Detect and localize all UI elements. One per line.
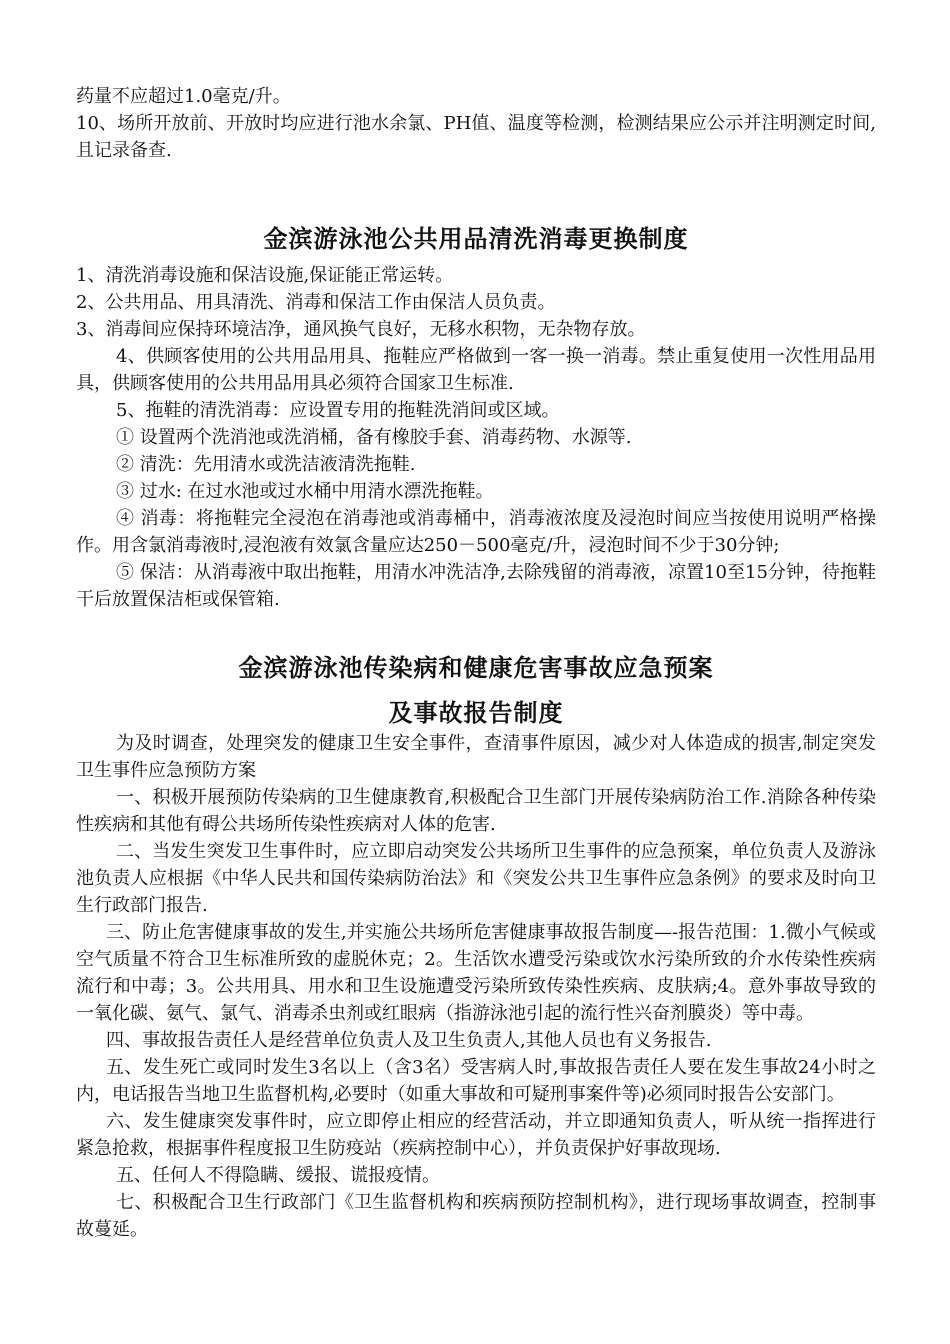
emergency-item-5: 五、发生死亡或同时发生3名以上（含3名）受害病人时,事故报告责任人要在发生事故24小时之内，电话报告当地卫生监督机构,必要时（如重大事故和可疑刑事案件等)必须同时报告公安部门。 — [76, 1057, 876, 1105]
cleaning-item-1: 1、清洗消毒设施和保洁设施,保证能正常运转。 — [76, 265, 454, 286]
prev-section-item-10: 10、场所开放前、开放时均应进行池水余氯、PH值、温度等检测，检测结果应公示并注明测定时间,且记录备查. — [76, 113, 876, 161]
spacer — [76, 613, 876, 651]
section-title-emergency-line-1: 金滨游泳池传染病和健康危害事故应急预案 — [238, 654, 714, 682]
cleaning-item-4: 4、供顾客使用的公共用品用具、拖鞋应严格做到一客一换一消毒。禁止重复使用一次性用品用具，供顾客使用的公共用品用具必须符合国家卫生标准. — [76, 346, 876, 394]
cleaning-substep-4: ④ 消毒：将拖鞋完全浸泡在消毒池或消毒桶中，消毒液浓度及浸泡时间应当按使用说明严格操作。用含氯消毒液时,浸泡液有效氯含量应达250－500毫克/升，浸泡时间不少于30分钟; — [76, 508, 876, 556]
section-title-cleaning: 金滨游泳池公共用品清洗消毒更换制度 — [263, 225, 689, 253]
emergency-item-2: 二、当发生突发卫生事件时，应立即启动突发公共场所卫生事件的应急预案，单位负责人及游泳池负责人应根据《中华人民共和国传染病防治法》和《突发公共卫生事件应急条例》的要求及时向卫生行政部门报告. — [76, 841, 876, 916]
section-title-emergency-line-2: 及事故报告制度 — [388, 699, 564, 727]
emergency-item-1: 一、积极开展预防传染病的卫生健康教育,积极配合卫生部门开展传染病防治工作.消除各种传染性疾病和其他有碍公共场所传染性疾病对人体的危害. — [76, 787, 876, 835]
spacer — [76, 164, 876, 222]
cleaning-substep-5: ⑤ 保洁：从消毒液中取出拖鞋，用清水冲洗洁净,去除残留的消毒液，凉置10至15分钟，待拖鞋干后放置保洁柜或保管箱. — [76, 562, 876, 610]
cleaning-item-3: 3、消毒间应保持环境洁净，通风换气良好，无移水积物，无杂物存放。 — [76, 319, 646, 340]
cleaning-substep-1: ① 设置两个洗消池或洗消桶，备有橡胶手套、消毒药物、水源等. — [116, 427, 632, 448]
cleaning-item-5: 5、拖鞋的清洗消毒：应设置专用的拖鞋洗消间或区域。 — [116, 400, 560, 421]
cleaning-substep-2: ② 清洗：先用清水或洗洁液清洗拖鞋. — [116, 454, 416, 475]
document-page — [76, 83, 876, 1243]
emergency-item-5b: 五、任何人不得隐瞒、缓报、谎报疫情。 — [116, 1165, 440, 1186]
emergency-item-6: 六、发生健康突发事件时，应立即停止相应的经营活动，并立即通知负责人，听从统一指挥进行紧急抢救，根据事件程度报卫生防疫站（疾病控制中心），并负责保护好事故现场. — [76, 1111, 876, 1159]
emergency-item-4: 四、事故报告责任人是经营单位负责人及卫生负责人,其他人员也有义务报告. — [106, 1030, 712, 1051]
cleaning-item-2: 2、公共用品、用具清洗、消毒和保洁工作由保洁人员负责。 — [76, 292, 556, 313]
emergency-item-7: 七、积极配合卫生行政部门《卫生监督机构和疾病预防控制机构》，进行现场事故调查，控制事故蔓延。 — [76, 1192, 876, 1240]
emergency-intro: 为及时调查，处理突发的健康卫生安全事件，查清事件原因，减少对人体造成的损害,制定突发卫生事件应急预防方案 — [76, 733, 876, 781]
prev-section-line-1: 药量不应超过1.0毫克/升。 — [76, 86, 291, 107]
emergency-item-3: 三、防止危害健康事故的发生,并实施公共场所危害健康事故报告制度—-报告范围：1.微小气候或空气质量不符合卫生标准所致的虚脱休克；2。生活饮水遭受污染或饮水污染所致的介水传染性疾病流行和中毒；3。公共用具、用水和卫生设施遭受污染所致传染性疾病、皮肤病;4。意外事故导致的一氧化碳、氨气、氯气、消毒杀虫剂或红眼病（指游泳池引起的流行性兴奋剂膜炎）等中毒。 — [76, 922, 876, 1024]
cleaning-substep-3: ③ 过水: 在过水池或过水桶中用清水漂洗拖鞋。 — [116, 481, 494, 502]
